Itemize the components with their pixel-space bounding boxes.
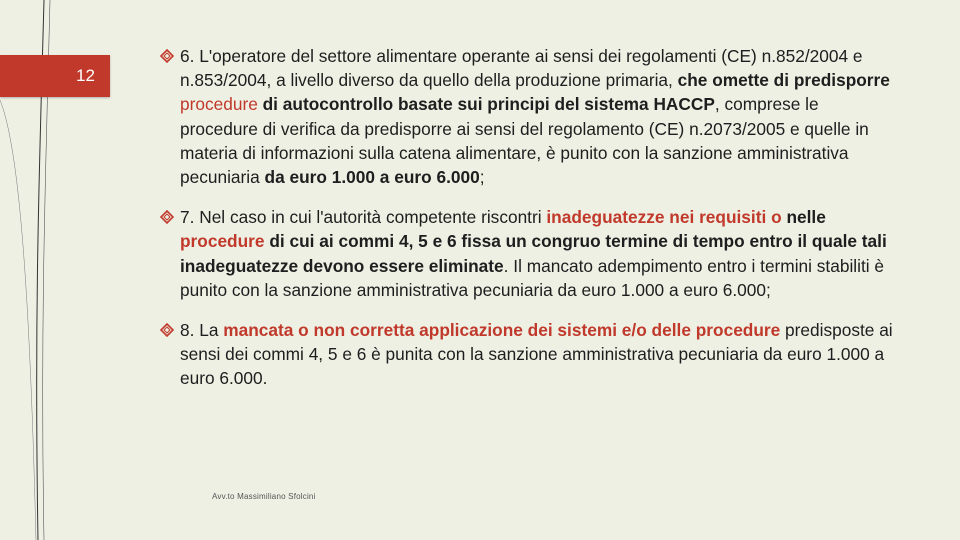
text-segment: mancata o non corretta applicazione dei sistemi e/o delle procedure <box>223 320 781 341</box>
bullet-item <box>160 318 900 391</box>
page-number: 12 <box>76 66 95 85</box>
slide-content <box>160 44 900 407</box>
text-segment: che omette di predisporre <box>677 70 890 91</box>
text-segment: nelle <box>781 207 826 228</box>
text-segment: . Il mancato adempimento entro i termini stabiliti è punito con la sanzione amministrativa pecuniaria da euro 1.000 a euro 6.000; <box>180 255 885 300</box>
text-segment: 8. La <box>180 320 224 341</box>
diamond-bullet-icon <box>160 49 174 63</box>
text-segment: , comprese le procedure di verifica da predisporre ai sensi del regolamento (CE) n.2073/2005 e quelle in materia di informazioni sulla catena alimentare, è punito con la sanzione amministrativa pecuniaria <box>180 94 869 188</box>
text-segment: 7. Nel caso in cui l'autorità competente riscontri <box>180 207 547 228</box>
text-segment: di cui ai commi 4, 5 e 6 fissa un congruo termine di tempo entro il quale tali inadeguatezze devono essere eliminate <box>180 231 887 276</box>
text-segment: procedure <box>180 231 265 252</box>
text-segment: di autocontrollo basate sui principi del sistema HACCP <box>257 94 715 115</box>
diamond-bullet-icon <box>160 323 174 337</box>
bullet-item <box>160 205 900 302</box>
text-segment: procedure <box>180 94 258 115</box>
bullet-item <box>160 44 900 189</box>
footer-author: Avv.to Massimiliano Sfolcini <box>212 492 316 501</box>
text-segment: ; <box>479 167 485 188</box>
text-segment: predisposte ai sensi dei commi 4, 5 e 6 è punita con la sanzione amministrativa pecuniaria da euro 1.000 a euro 6.000. <box>180 320 893 389</box>
text-segment: 6. L'operatore del settore alimentare operante ai sensi dei regolamenti (CE) n.852/2004 e n.853/2004, a livello diverso da quello della produzione primaria, <box>180 46 863 91</box>
diamond-bullet-icon <box>160 210 174 224</box>
text-segment: inadeguatezze nei requisiti o <box>546 207 782 228</box>
text-segment: da euro 1.000 a euro 6.000 <box>264 167 480 188</box>
